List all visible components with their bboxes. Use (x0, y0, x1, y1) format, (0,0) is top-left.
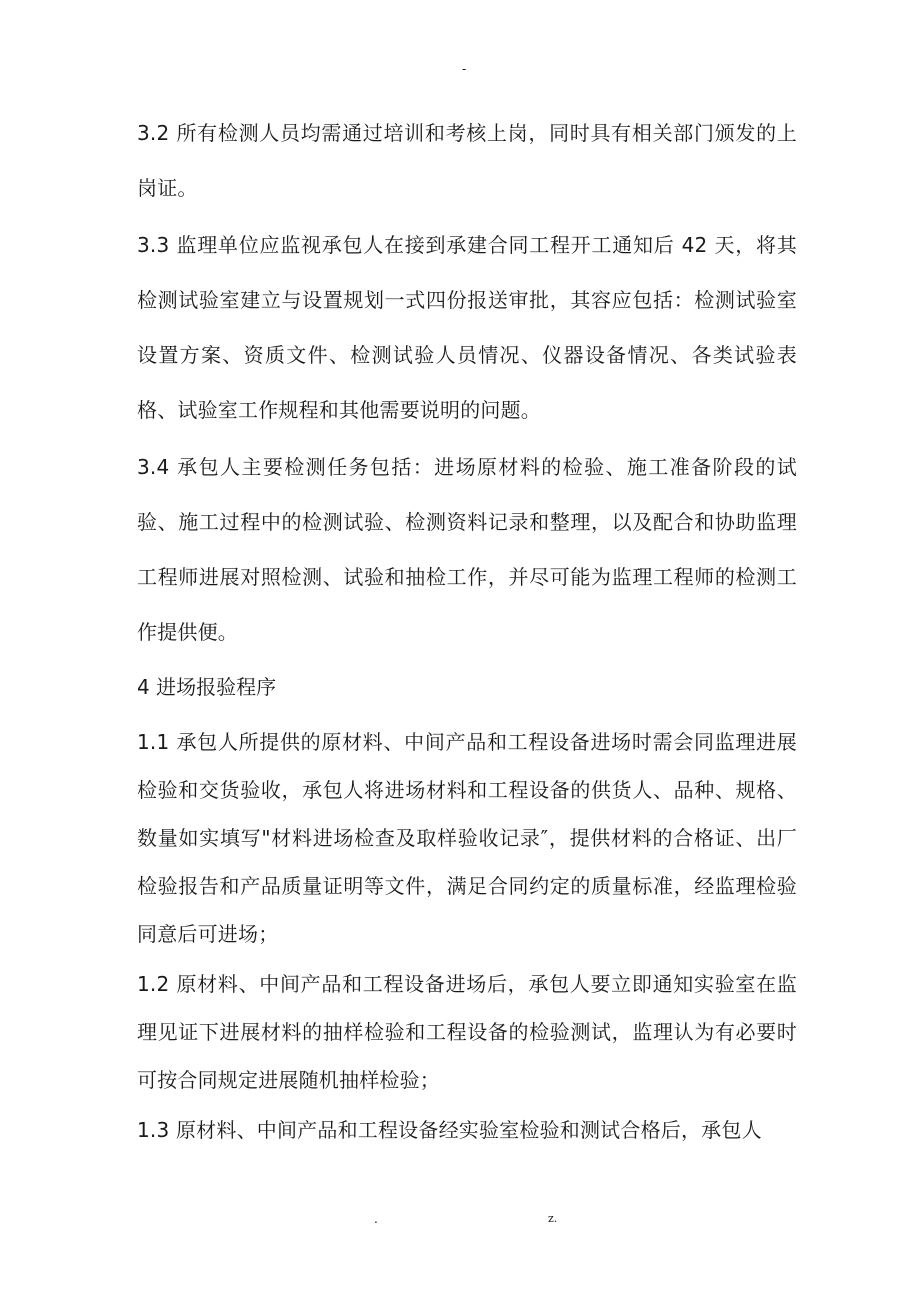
document-body (137, 106, 797, 1156)
paragraph-1-2: 1.2 原材料、中间产品和工程设备进场后，承包人要立即通知实验室在监理见证下进展材料的抽样检验和工程设备的检验测试，监理认为有必要时可按合同规定进展随机抽样检验； (137, 972, 797, 1092)
paragraph-1-3: 1.3 原材料、中间产品和工程设备经实验室检验和测试合格后，承包人 (137, 1118, 762, 1142)
paragraph-3-2: 3.2 所有检测人员均需通过培训和考核上岗，同时具有相关部门颁发的上岗证。 (137, 121, 797, 200)
section-heading-4: 4 进场报验程序 (137, 675, 277, 699)
page-footer-left: . (374, 1212, 378, 1226)
paragraph-3-4: 3.4 承包人主要检测任务包括：进场原材料的检验、施工准备阶段的试验、施工过程中的检测试验、检测资料记录和整理，以及配合和协助监理工程师进展对照检测、试验和抽检工作，并尽可能为监理工程师的检测工作提供便。 (137, 455, 797, 644)
paragraph-3-3: 3.3 监理单位应监视承包人在接到承建合同工程开工通知后 42 天，将其检测试验室建立与设置规划一式四份报送审批，其容应包括：检测试验室设置方案、资质文件、检测试验人员情况、仪器设备情况、各类试验表格、试验室工作规程和其他需要说明的问题。 (137, 233, 797, 422)
page-header-mark: - (462, 62, 467, 76)
paragraph-1-1: 1.1 承包人所提供的原材料、中间产品和工程设备进场时需会同监理进展检验和交货验收，承包人将进场材料和工程设备的供货人、品种、规格、数量如实填写"材料进场检查及取样验收记录″，提供材料的合格证、出厂检验报告和产品质量证明等文件，满足合同约定的质量标准，经监理检验同意后可进场； (137, 730, 797, 946)
page-footer-right: z. (548, 1212, 558, 1225)
